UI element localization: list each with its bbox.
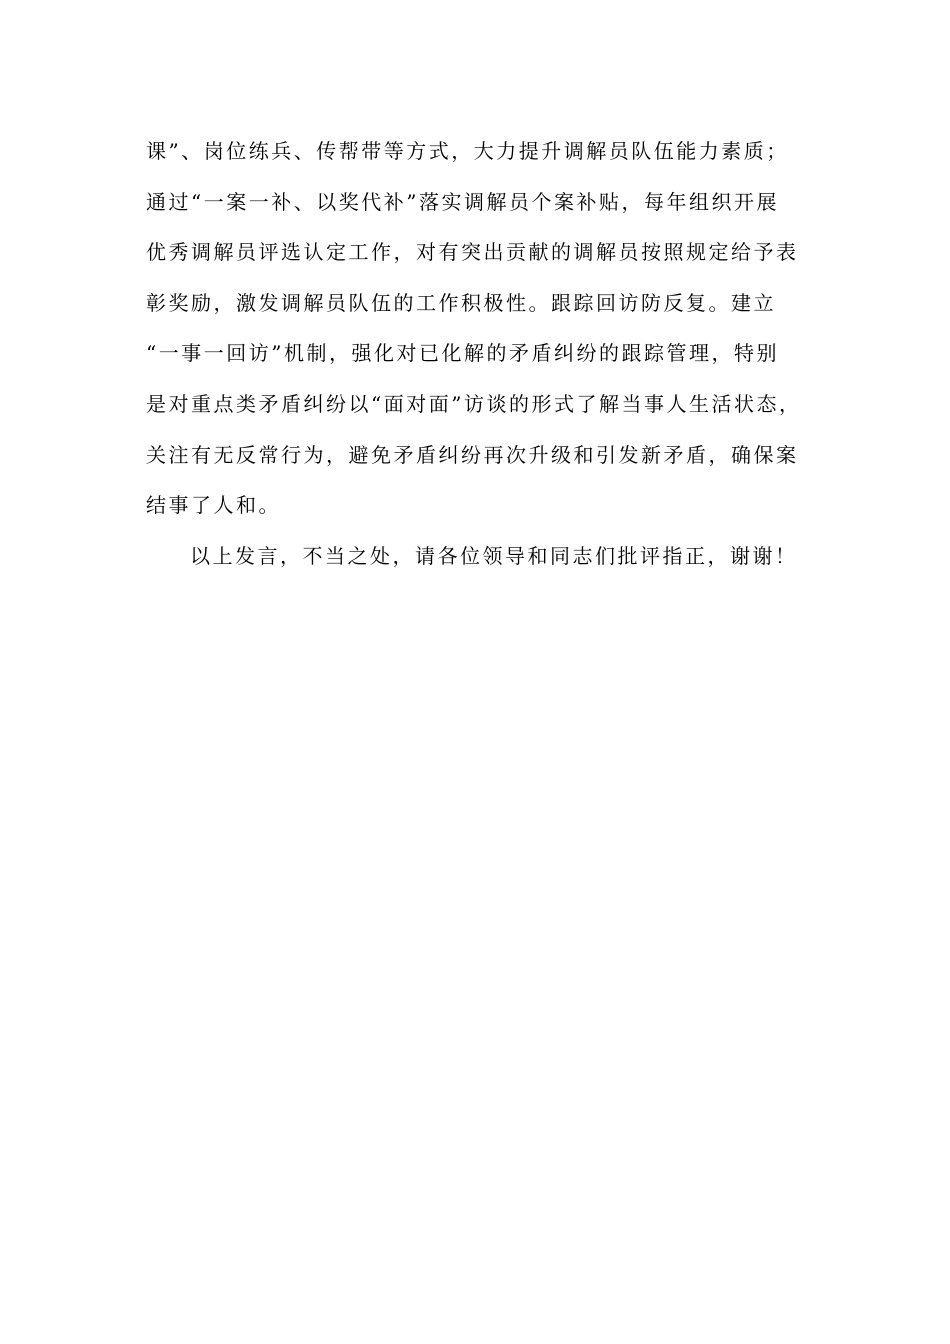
text-line: 通过“一案一补、以奖代补”落实调解员个案补贴，每年组织开展 <box>146 189 779 214</box>
closing-line: 以上发言，不当之处，请各位领导和同志们批评指正，谢谢！ <box>190 543 798 568</box>
closing-paragraph <box>146 531 816 582</box>
text-line: “一事一回访”机制，强化对已化解的矛盾纠纷的跟踪管理，特别 <box>146 341 779 366</box>
text-line: 优秀调解员评选认定工作，对有突出贡献的调解员按照规定给予表 <box>146 240 799 265</box>
paragraph <box>146 126 816 531</box>
text-line: 彰奖励，激发调解员队伍的工作积极性。跟踪回访防反复。建立 <box>146 290 776 315</box>
text-line: 课”、岗位练兵、传帮带等方式，大力提升调解员队伍能力素质； <box>146 139 789 163</box>
text-line: 结事了人和。 <box>146 493 281 518</box>
body-text <box>146 126 816 581</box>
text-line: 是对重点类矛盾纠纷以“面对面”访谈的形式了解当事人生活状态， <box>146 391 802 416</box>
text-line: 关注有无反常行为，避免矛盾纠纷再次升级和引发新矛盾，确保案 <box>146 442 799 467</box>
